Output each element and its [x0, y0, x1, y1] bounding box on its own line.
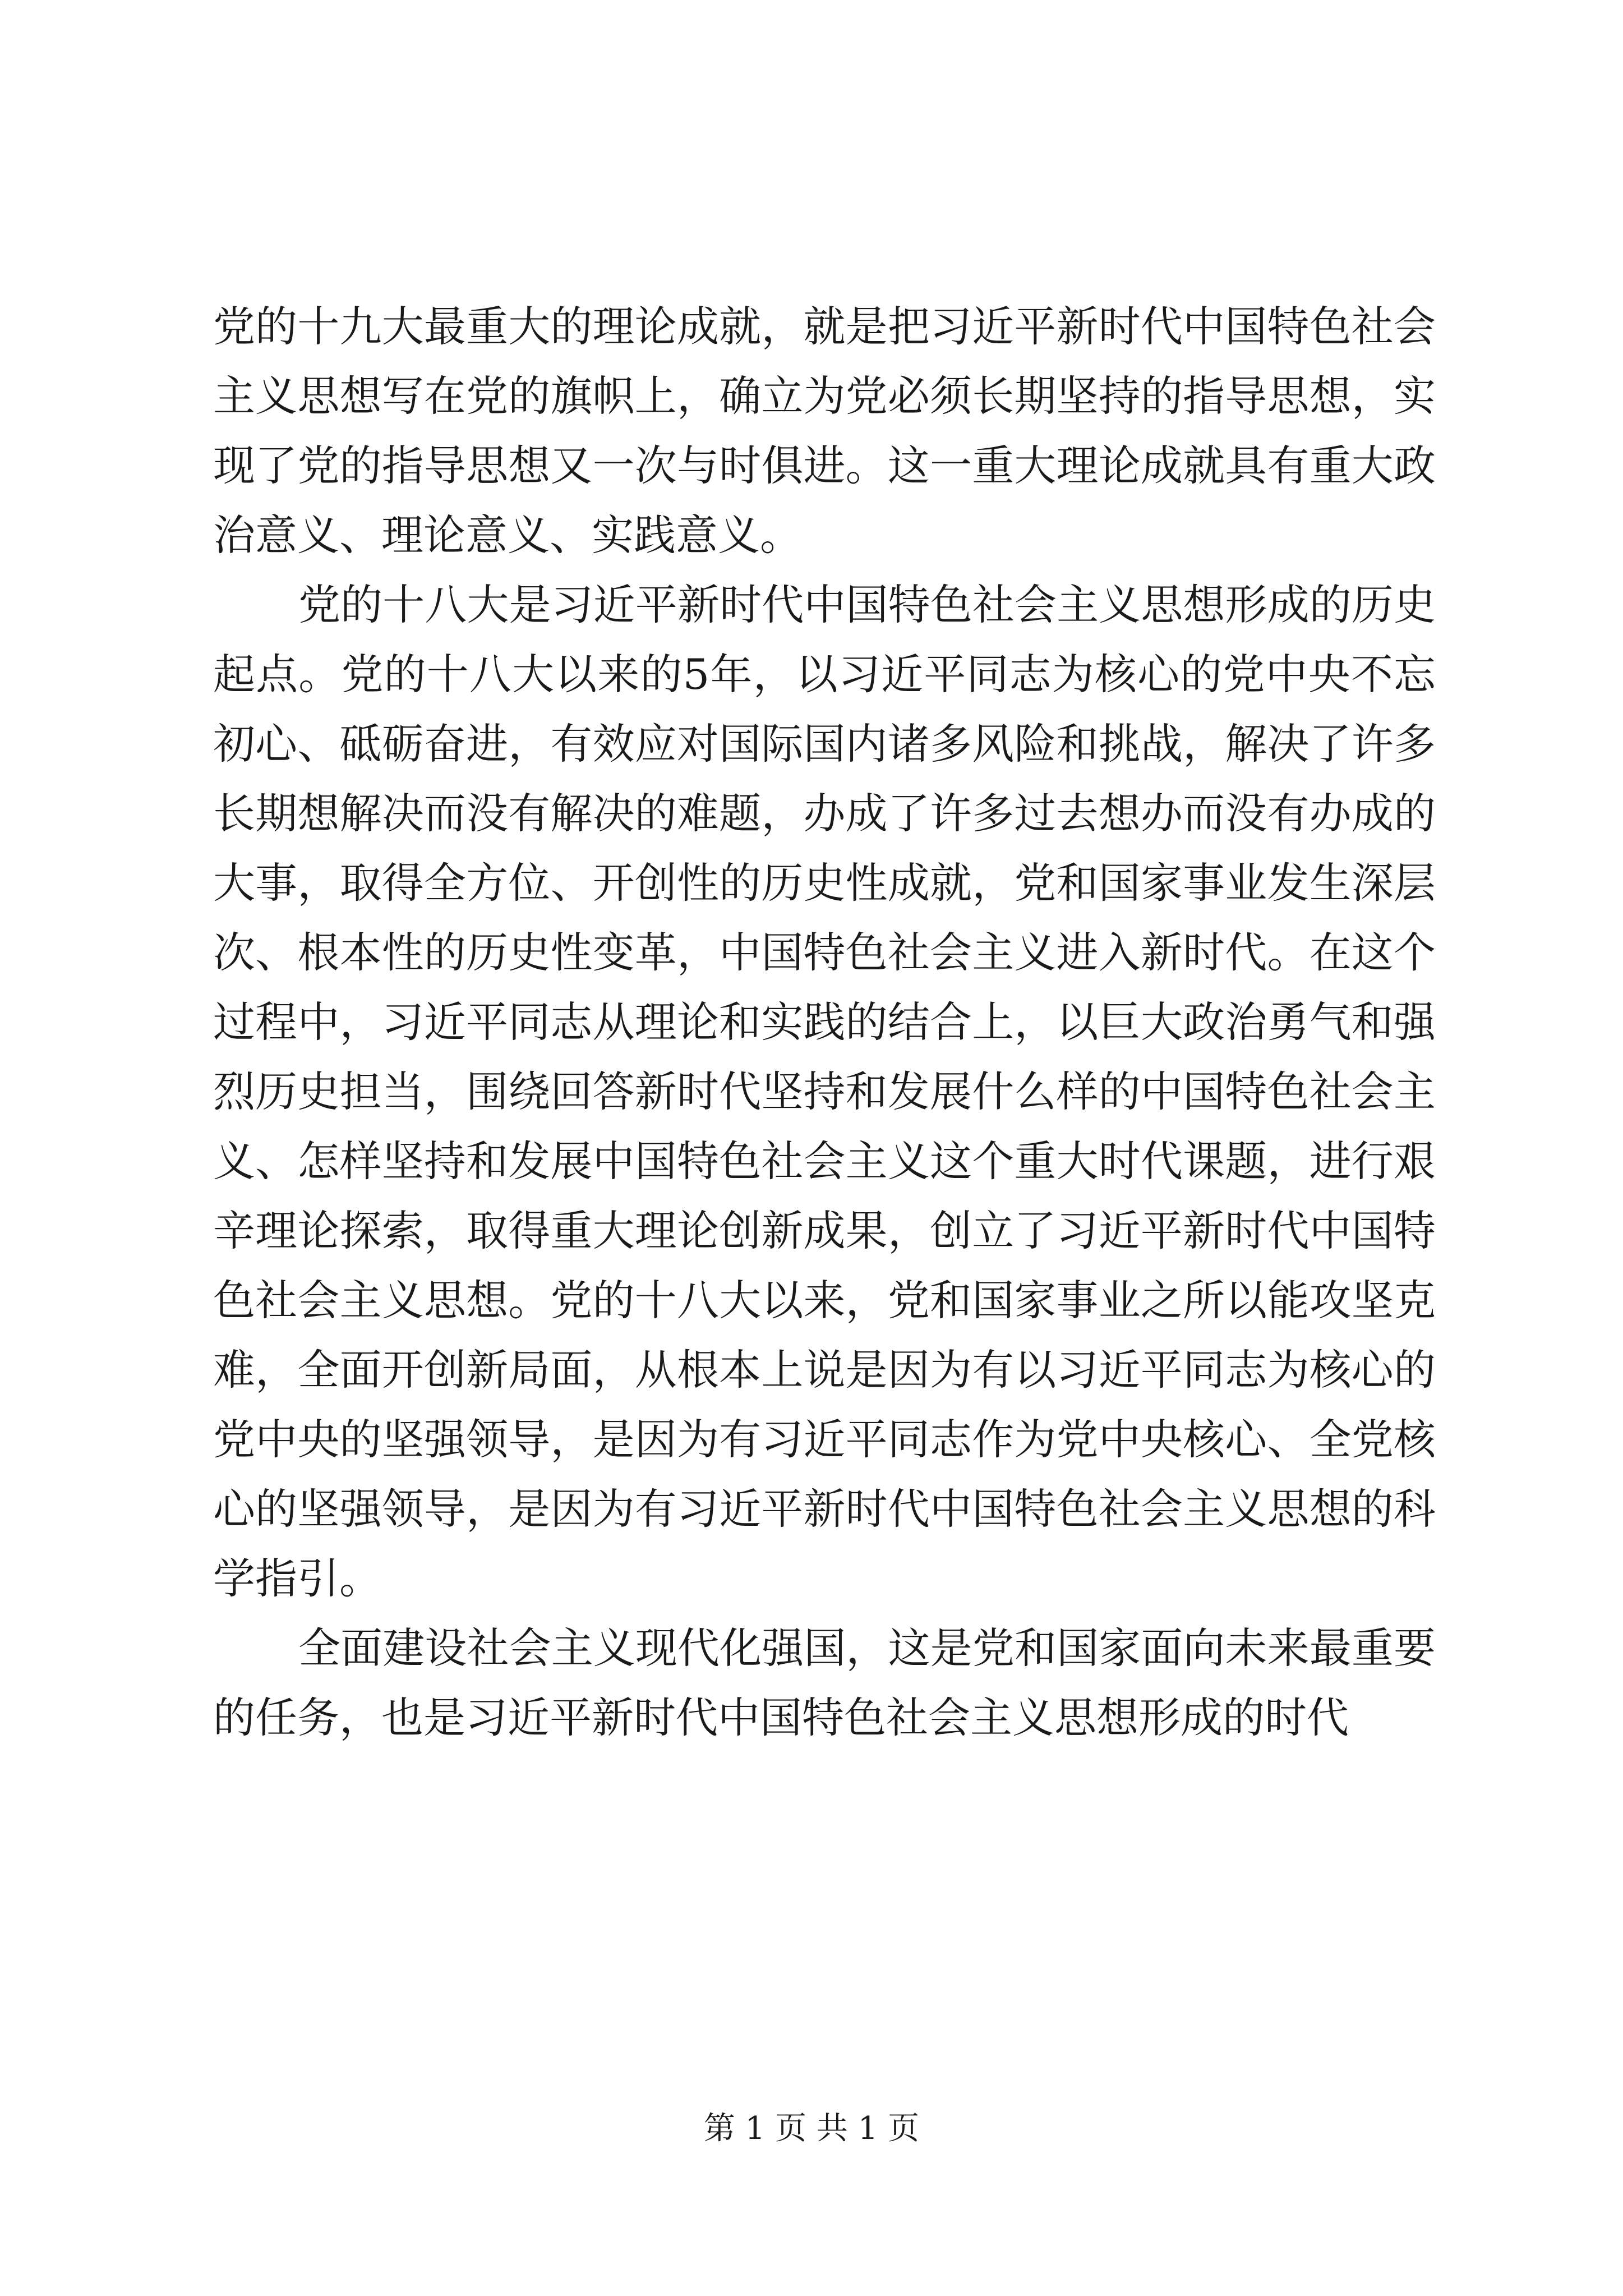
paragraph-3: 全面建设社会主义现代化强国，这是党和国家面向未来最重要的任务，也是习近平新时代中国特色社会主义思想形成的时代	[213, 1623, 1436, 1742]
paragraph-1: 党的十九大最重大的理论成就，就是把习近平新时代中国特色社会主义思想写在党的旗帜上，确立为党必须长期坚持的指导思想，实现了党的指导思想又一次与时俱进。这一重大理论成就具有重大政治意义、理论意义、实践意义。	[213, 302, 1436, 560]
page-footer: 第 1 页 共 1 页	[703, 2110, 920, 2147]
paragraph-2: 党的十八大是习近平新时代中国特色社会主义思想形成的历史起点。党的十八大以来的5年，以习近平同志为核心的党中央不忘初心、砥砺奋进，有效应对国际国内诸多风险和挑战，解决了许多长期想解决而没有解决的难题，办成了许多过去想办而没有办成的大事，取得全方位、开创性的历史性成就，党和国家事业发生深层次、根本性的历史性变革，中国特色社会主义进入新时代。在这个过程中，习近平同志从理论和实践的结合上，以巨大政治勇气和强烈历史担当，围绕回答新时代坚持和发展什么样的中国特色社会主义、怎样坚持和发展中国特色社会主义这个重大时代课题，进行艰辛理论探索，取得重大理论创新成果，创立了习近平新时代中国特色社会主义思想。党的十八大以来，党和国家事业之所以能攻坚克难，全面开创新局面，从根本上说是因为有以习近平同志为核心的党中央的坚强领导，是因为有习近平同志作为党中央核心、全党核心的坚强领导，是因为有习近平新时代中国特色社会主义思想的科学指引。	[213, 580, 1436, 1603]
document-body	[213, 292, 1436, 1752]
